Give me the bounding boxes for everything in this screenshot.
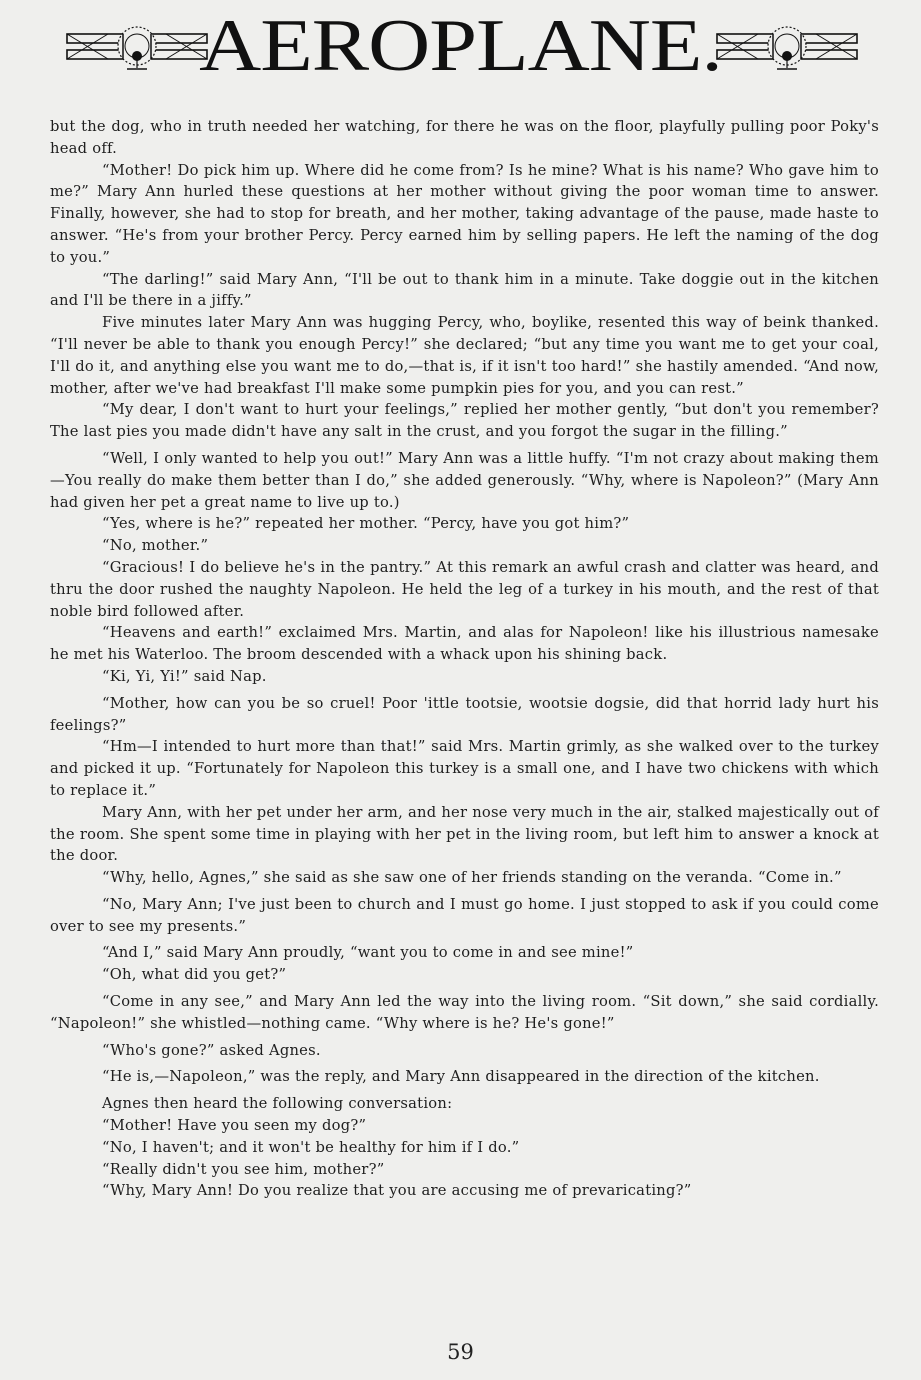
story-paragraph: “Hm—I intended to hurt more than that!” said Mrs. Martin grimly, as she walked over to the turkey and picked it up. “Fortunately for Napoleon this turkey is a small one, and I have two chickens with which to replace it.” [50, 738, 879, 799]
page-number: 59 [447, 1340, 474, 1364]
masthead [0, 0, 921, 100]
story-paragraph: “Mother, how can you be so cruel! Poor 'ittle tootsie, wootsie dogsie, did that horrid lady hurt his feelings?” [50, 694, 879, 734]
story-paragraph: “Why, hello, Agnes,” she said as she saw one of her friends standing on the veranda. “Come in.” [102, 869, 842, 887]
story-paragraph: “Really didn't you see him, mother?” [102, 1160, 385, 1178]
story-paragraph: “The darling!” said Mary Ann, “I'll be out to thank him in a minute. Take doggie out in the kitchen and I'll be there in a jiffy.” [50, 270, 879, 310]
story-paragraph: “Who's gone?” asked Agnes. [102, 1041, 321, 1059]
magazine-title: AEROPLANE. [199, 3, 722, 87]
story-paragraph: “He is,—Napoleon,” was the reply, and Mary Ann disappeared in the direction of the kitchen. [102, 1068, 820, 1086]
story-body [50, 116, 879, 1202]
story-paragraph: Five minutes later Mary Ann was hugging Percy, who, boylike, resented this way of beink thanked. “I'll never be able to thank you enough Percy!” she declared; “but any time you want me to get your coal, I'll do it, and anything else you want me to do,—that is, if it isn't too hard!” she hastily amended. “And now, mother, after we've had breakfast I'll make some pumpkin pies for you, and you can rest.” [50, 314, 879, 397]
story-paragraph: Agnes then heard the following conversation: [102, 1095, 453, 1113]
story-paragraph: “Gracious! I do believe he's in the pantry.” At this remark an awful crash and clatter was heard, and thru the door rushed the naughty Napoleon. He held the leg of a turkey in his mouth, and the rest of that noble bird followed after. [50, 558, 879, 620]
story-paragraph: “Heavens and earth!” exclaimed Mrs. Martin, and alas for Napoleon! like his illustrious namesake he met his Waterloo. The broom descended with a whack upon his shining back. [50, 624, 879, 664]
story-paragraph: “Why, Mary Ann! Do you realize that you are accusing me of prevaricating?” [102, 1182, 692, 1200]
story-paragraph: “No, Mary Ann; I've just been to church and I must go home. I just stopped to ask if you could come over to see my presents.” [50, 895, 879, 935]
story-paragraph: “Oh, what did you get?” [102, 966, 287, 984]
biplane-icon [716, 26, 858, 72]
story-paragraph: “No, I haven't; and it won't be healthy for him if I do.” [102, 1138, 520, 1156]
story-paragraph: but the dog, who in truth needed her watching, for there he was on the floor, playfully pulling poor Poky's head off. [50, 118, 879, 157]
story-paragraph: “Well, I only wanted to help you out!” Mary Ann was a little huffy. “I'm not crazy about making them—You really do make them better than I do,” she added generously. “Why, where is Napoleon?” (Mary Ann had given her pet a great name to live up to.) [50, 449, 879, 511]
story-paragraph: “And I,” said Mary Ann proudly, “want you to come in and see mine!” [102, 944, 634, 962]
story-paragraph: “Ki, Yi, Yi!” said Nap. [102, 667, 267, 685]
story-paragraph: “Come in any see,” and Mary Ann led the way into the living room. “Sit down,” she said cordially. “Napoleon!” she whistled—nothing came. “Why where is he? He's gone!” [50, 993, 879, 1032]
story-paragraph: “Mother! Have you seen my dog?” [102, 1117, 367, 1135]
story-paragraph: “My dear, I don't want to hurt your feelings,” replied her mother gently, “but don't you remember? The last pies you made didn't have any salt in the crust, and you forgot the sugar in the filling.” [50, 401, 879, 441]
story-paragraph: Mary Ann, with her pet under her arm, and her nose very much in the air, stalked majestically out of the room. She spent some time in playing with her pet in the living room, but left him to answer a knock at the door. [50, 803, 879, 865]
story-paragraph: “Yes, where is he?” repeated her mother. “Percy, have you got him?” [102, 515, 630, 533]
story-paragraph: “No, mother.” [102, 537, 209, 555]
story-paragraph: “Mother! Do pick him up. Where did he come from? Is he mine? What is his name? Who gave him to me?” Mary Ann hurled these questions at her mother without giving the poor woman time to answer. Finally, however, she had to stop for breath, and her mother, taking advantage of the pause, made haste to answer. “He's from your brother Percy. Percy earned him by selling papers. He left the naming of the dog to you.” [50, 161, 879, 266]
